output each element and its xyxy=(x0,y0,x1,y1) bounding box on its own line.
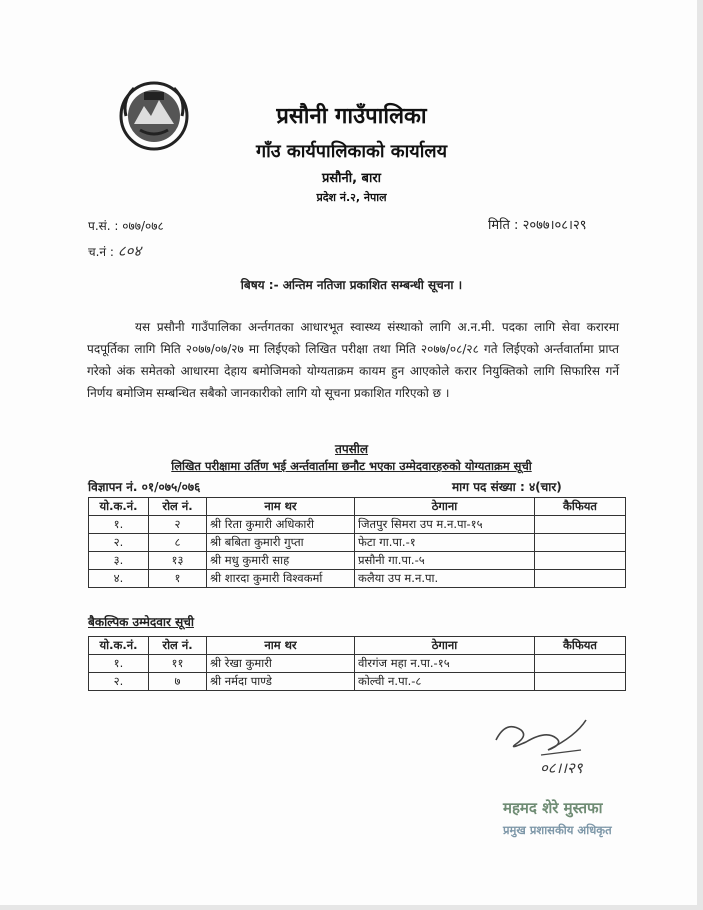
province-line: प्रदेश नं.२, नेपाल xyxy=(316,191,387,204)
col-name: नाम थर xyxy=(207,637,355,655)
posts-demanded: माग पद संख्या : ४(चार) xyxy=(452,480,562,494)
officer-title-stamp: प्रमुख प्रशासकीय अधिकृत xyxy=(503,823,612,837)
col-remarks: कैफियत xyxy=(535,637,626,655)
cell-serial: २. xyxy=(89,673,149,691)
col-serial: यो.क.नं. xyxy=(89,498,149,516)
cell-remarks xyxy=(535,673,626,691)
col-address: ठेगाना xyxy=(355,498,535,516)
col-roll: रोल नं. xyxy=(149,637,207,655)
advertisement-number: विज्ञापन नं. ०१/०७५/०७६ xyxy=(88,480,201,494)
cell-roll: ७ xyxy=(149,673,207,691)
details-heading: तपसील xyxy=(334,442,368,456)
cell-name: श्री रिता कुमारी अधिकारी xyxy=(207,516,355,534)
table-header-row xyxy=(89,637,626,655)
notice-subject: बिषय :- अन्तिम नतिजा प्रकाशित सम्बन्धी सूचना । xyxy=(240,278,463,292)
table-header-row xyxy=(89,498,626,516)
cell-roll: १३ xyxy=(149,552,207,570)
signature-date: ०८।।२९ xyxy=(540,759,583,777)
cell-serial: ३. xyxy=(89,552,149,570)
col-remarks: कैफियत xyxy=(535,498,626,516)
reference-number: प.सं. : ०७७/०७८ xyxy=(88,219,164,233)
cell-serial: ४. xyxy=(89,570,149,588)
table-row xyxy=(89,570,626,588)
dispatch-number xyxy=(88,241,141,261)
cell-serial: १. xyxy=(89,655,149,673)
cell-address: कोल्वी न.पा.-८ xyxy=(355,673,535,691)
notice-body: यस प्रसौनी गाउँपालिका अर्न्तगतका आधारभूत स्वास्थ्य संस्थाको लागि अ.न.मी. पदका लागि सेवा करारमा पदपूर्तिका लागि मिति २०७७/०७/२७ मा लिईएको लिखित परीक्षा तथा मिति २०७७/०८/२८ गते लिईएको अर्न्तवार्तामा प्राप्त गरेको अंक समेतको आधारमा देहाय बमोजिमको योग्यताक्रम कायम हुन आएकोले करार नियुक्तिको लागि सिफारिस गर्ने निर्णय बमोजिम सम्बन्धित सबैको जानकारीको लागि यो सूचना प्रकाशित गरिएको छ । xyxy=(87,320,619,400)
cell-name: श्री मधु कुमारी साह xyxy=(207,552,355,570)
table-row xyxy=(89,516,626,534)
dispatch-handwritten-number: ८०४ xyxy=(117,242,142,260)
col-roll: रोल नं. xyxy=(149,498,207,516)
cell-roll: ११ xyxy=(149,655,207,673)
cell-remarks xyxy=(535,534,626,552)
notice-date: मिति : २०७७।०८।२९ xyxy=(488,218,587,233)
dispatch-label: च.नं : xyxy=(88,245,114,259)
table-row xyxy=(89,673,626,691)
cell-address: प्रसौनी गा.पा.-५ xyxy=(355,552,535,570)
cell-remarks xyxy=(535,552,626,570)
office-title: गाँउ कार्यपालिकाको कार्यालय xyxy=(255,141,448,162)
col-name: नाम थर xyxy=(207,498,355,516)
cell-remarks xyxy=(535,570,626,588)
page-edge-bottom xyxy=(0,905,703,910)
cell-name: श्री बबिता कुमारी गुप्ता xyxy=(207,534,355,552)
cell-roll: २ xyxy=(149,516,207,534)
alternate-list-title: बैकल्पिक उम्मेदवार सूची xyxy=(88,615,194,629)
merit-list-table xyxy=(88,497,626,588)
merit-list-title: लिखित परीक्षामा उर्तिण भई अर्न्तवार्तामा छनौट भएका उम्मेदवारहरुको योग्यताक्रम सूची xyxy=(171,459,532,473)
cell-roll: ८ xyxy=(149,534,207,552)
cell-roll: १ xyxy=(149,570,207,588)
cell-remarks xyxy=(535,516,626,534)
municipality-title: प्रसौनी गाउँपालिका xyxy=(276,104,427,129)
table-row xyxy=(89,552,626,570)
office-location: प्रसौनी, बारा xyxy=(321,171,382,186)
cell-serial: २. xyxy=(89,534,149,552)
table-row xyxy=(89,534,626,552)
officer-name-stamp: महमद शेरे मुस्तफा xyxy=(503,799,603,817)
cell-name: श्री नर्मदा पाण्डे xyxy=(207,673,355,691)
cell-name: श्री शारदा कुमारी विश्वकर्मा xyxy=(207,570,355,588)
cell-remarks xyxy=(535,655,626,673)
cell-address: कलैया उप म.न.पा. xyxy=(355,570,535,588)
col-serial: यो.क.नं. xyxy=(89,637,149,655)
table-row xyxy=(89,655,626,673)
cell-address: जितपुर सिमरा उप म.न.पा-१५ xyxy=(355,516,535,534)
cell-address: वीरगंज महा न.पा.-१५ xyxy=(355,655,535,673)
cell-serial: १. xyxy=(89,516,149,534)
cell-name: श्री रेखा कुमारी xyxy=(207,655,355,673)
col-address: ठेगाना xyxy=(355,637,535,655)
cell-address: फेटा गा.पा.-१ xyxy=(355,534,535,552)
alternate-list-table xyxy=(88,636,626,691)
